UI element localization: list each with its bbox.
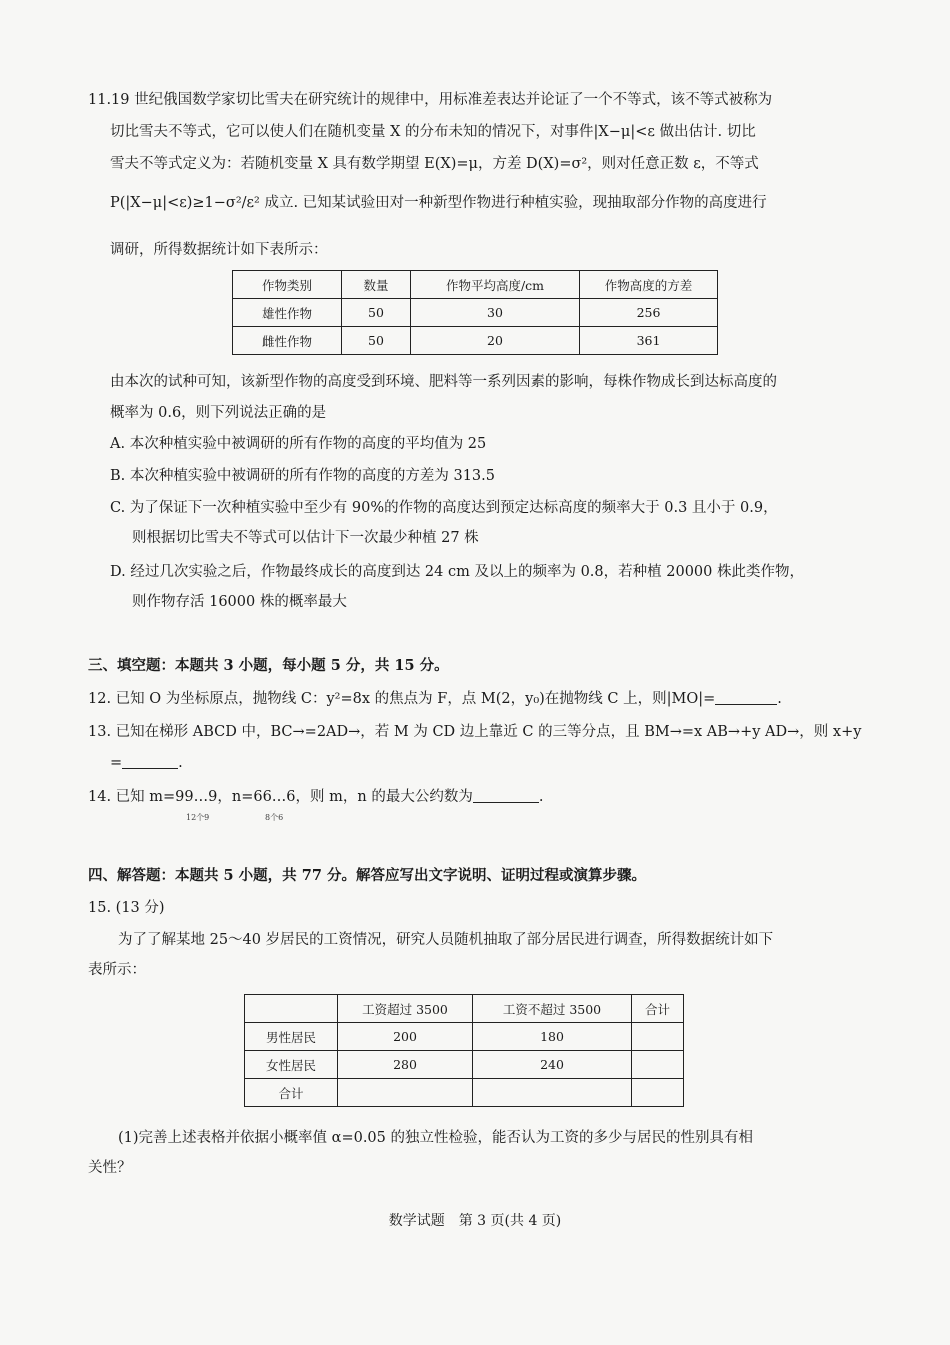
table-header-row [233, 271, 718, 299]
q11-option-c: C. 为了保证下一次种植实验中至少有 90%的作物的高度达到预定达标高度的频率大于 0.3 且小于 0.9， [110, 500, 778, 516]
q13-line-2: = . [110, 752, 183, 773]
table-cell: 20 [411, 327, 580, 355]
table-row [245, 1051, 684, 1079]
section-3-title: 三、填空题：本题共 3 小题，每小题 5 分，共 15 分。 [88, 657, 449, 674]
table-header-cell: 作物高度的方差 [580, 271, 718, 299]
q12-answer-blank[interactable] [715, 688, 777, 705]
q11-line-4: P(|X−μ|<ε)≥1−σ²/ε² 成立. 已知某试验田对一种新型作物进行种植实验，现抽取部分作物的高度进行 [110, 195, 767, 211]
q15-paragraph-2: 表所示： [88, 962, 146, 978]
page-footer: 数学试题 第 3 页(共 4 页) [388, 1213, 562, 1229]
q11-option-b: B. 本次种植实验中被调研的所有作物的高度的方差为 313.5 [110, 468, 495, 484]
q15-paragraph-1: 为了了解某地 25～40 岁居民的工资情况，研究人员随机抽取了部分居民进行调查，所得数据统计如下 [118, 932, 774, 948]
table-cell [338, 1079, 473, 1107]
table-header-cell: 数量 [342, 271, 411, 299]
table-cell: 180 [473, 1023, 632, 1051]
q13-line-1: 13. 已知在梯形 ABCD 中，BC→=2AD→，若 M 为 CD 边上靠近 C 的三等分点，且 BM→=x AB→+y AD→，则 x+y [88, 724, 862, 740]
table-header-cell: 工资超过 3500 [338, 995, 473, 1023]
table-header-cell: 工资不超过 3500 [473, 995, 632, 1023]
q15-part-1: (1)完善上述表格并依据小概率值 α=0.05 的独立性检验，能否认为工资的多少与居民的性别具有相 [118, 1130, 753, 1146]
q11-line-2: 切比雪夫不等式，它可以使人们在随机变量 X 的分布未知的情况下，对事件|X−μ|<ε 做出估计. 切比 [110, 124, 756, 140]
table-header-cell: 作物类别 [233, 271, 342, 299]
table-cell [473, 1079, 632, 1107]
q12: 12. 已知 O 为坐标原点，抛物线 C：y²=8x 的焦点为 F，点 M(2，y₀)在抛物线 C 上，则|MO|= . [88, 688, 782, 709]
q14-n-subscript: 8个6 [265, 813, 284, 822]
q12-text: 12. 已知 O 为坐标原点，抛物线 C：y²=8x 的焦点为 F，点 M(2，y₀)在抛物线 C 上，则|MO|= [88, 691, 716, 707]
table-row [233, 327, 718, 355]
table-cell: 280 [338, 1051, 473, 1079]
table-row [233, 299, 718, 327]
table-cell: 256 [580, 299, 718, 327]
q11-line-5: 调研，所得数据统计如下表所示： [110, 242, 328, 258]
q11-line-3: 雪夫不等式定义为：若随机变量 X 具有数学期望 E(X)=μ，方差 D(X)=σ²，则对任意正数 ε，不等式 [110, 156, 759, 172]
table-cell: 男性居民 [245, 1023, 338, 1051]
q14-answer-blank[interactable] [473, 786, 539, 803]
table-cell: 200 [338, 1023, 473, 1051]
q11-after-1: 由本次的试种可知，该新型作物的高度受到环境、肥料等一系列因素的影响，每株作物成长到达标高度的 [110, 374, 777, 390]
table-row [245, 1023, 684, 1051]
table-cell [632, 1079, 684, 1107]
q13-answer-blank[interactable] [122, 752, 178, 769]
table-cell [632, 1023, 684, 1051]
salary-table [244, 994, 684, 1107]
table-cell: 50 [342, 327, 411, 355]
q13-equals: = [110, 755, 123, 771]
q11-line-1: 11.19 世纪俄国数学家切比雪夫在研究统计的规律中，用标准差表达并论证了一个不等式，该不等式被称为 [88, 92, 773, 108]
section-4-title: 四、解答题：本题共 5 小题，共 77 分。解答应写出文字说明、证明过程或演算步骤。 [88, 867, 646, 884]
table-cell: 合计 [245, 1079, 338, 1107]
q11-after-2: 概率为 0.6，则下列说法正确的是 [110, 405, 327, 421]
table-cell: 361 [580, 327, 718, 355]
table-cell: 30 [411, 299, 580, 327]
q15-heading: 15. (13 分) [88, 900, 165, 916]
table-cell: 雌性作物 [233, 327, 342, 355]
q14-m-subscript: 12个9 [186, 813, 210, 822]
table-row [245, 1079, 684, 1107]
q14: 14. 已知 m=99…9，n=66…6，则 m，n 的最大公约数为 . [88, 786, 543, 807]
table-header-cell: 合计 [632, 995, 684, 1023]
q14-text: 14. 已知 m=99…9，n=66…6，则 m，n 的最大公约数为 [88, 789, 473, 805]
q11-option-d-cont: 则作物存活 16000 株的概率最大 [132, 594, 347, 610]
q11-option-d: D. 经过几次实验之后，作物最终成长的高度到达 24 cm 及以上的频率为 0.8，若种植 20000 株此类作物， [110, 564, 804, 580]
table-cell [632, 1051, 684, 1079]
table-cell: 雄性作物 [233, 299, 342, 327]
q15-part-1-cont: 关性？ [88, 1160, 132, 1176]
table-cell: 50 [342, 299, 411, 327]
q11-option-c-cont: 则根据切比雪夫不等式可以估计下一次最少种植 27 株 [132, 530, 479, 546]
table-cell: 女性居民 [245, 1051, 338, 1079]
table-cell: 240 [473, 1051, 632, 1079]
table-header-row [245, 995, 684, 1023]
table-header-cell: 作物平均高度/cm [411, 271, 580, 299]
table-header-cell [245, 995, 338, 1023]
crop-table [232, 270, 718, 355]
q11-option-a: A. 本次种植实验中被调研的所有作物的高度的平均值为 25 [110, 436, 487, 452]
